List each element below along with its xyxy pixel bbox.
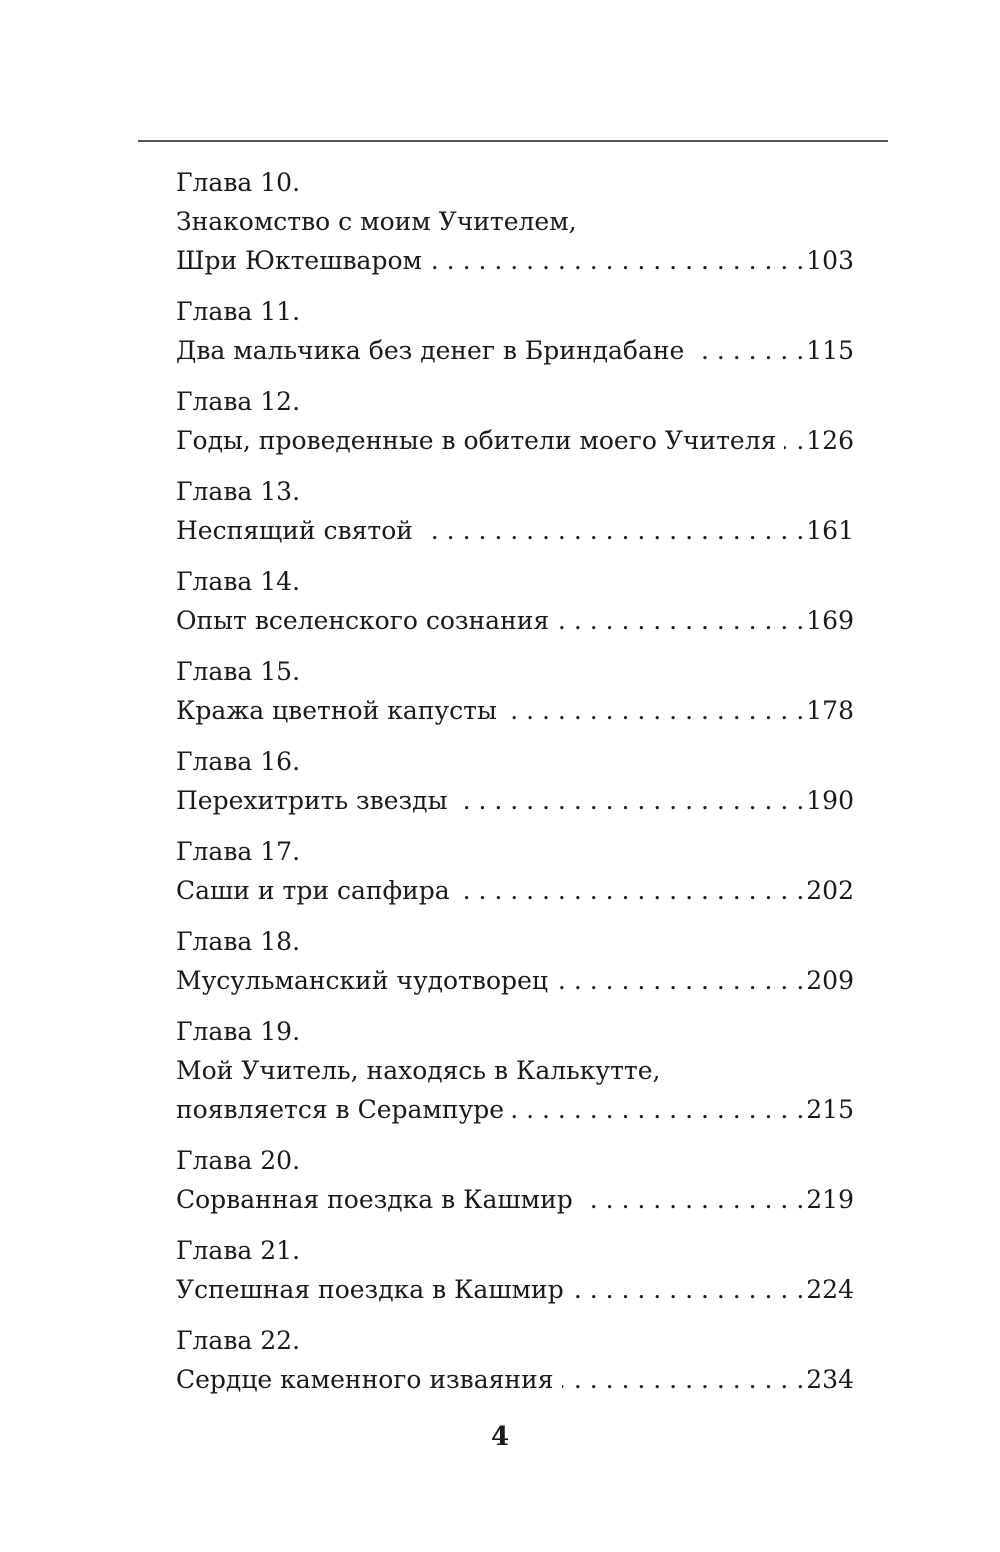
toc-entry: [176, 1012, 854, 1129]
chapter-page-number: 103: [806, 246, 854, 275]
chapter-number: Глава 13.: [176, 477, 301, 506]
chapter-title: Саши и три сапфира: [176, 876, 450, 905]
chapter-page-number: 224: [806, 1275, 854, 1304]
chapter-number: Глава 21.: [176, 1236, 301, 1265]
chapter-number: Глава 18.: [176, 927, 301, 956]
chapter-title-row: [176, 1360, 854, 1399]
dot-leader: [692, 331, 804, 370]
chapter-title: Два мальчика без денег в Бриндабане: [176, 336, 685, 365]
chapter-page-number: 126: [806, 426, 854, 455]
chapter-number: Глава 17.: [176, 837, 301, 866]
chapter-title-line: Мой Учитель, находясь в Калькутте,: [176, 1056, 661, 1085]
dot-leader: [572, 1270, 805, 1309]
chapter-number: Глава 14.: [176, 567, 301, 596]
toc-entry: [176, 742, 854, 820]
chapter-number: Глава 20.: [176, 1146, 301, 1175]
chapter-title-row: [176, 691, 854, 730]
toc-entry: [176, 652, 854, 730]
chapter-title: Мусульманский чудотворец: [176, 966, 548, 995]
chapter-page-number: 215: [806, 1095, 854, 1124]
chapter-title-row: [176, 601, 854, 640]
chapter-page-number: 219: [806, 1185, 854, 1214]
dot-leader: [556, 961, 804, 1000]
chapter-number: Глава 19.: [176, 1017, 301, 1046]
chapter-page-number: 161: [806, 516, 854, 545]
chapter-page-number: 234: [806, 1365, 854, 1394]
chapter-title: Сердце каменного изваяния: [176, 1365, 554, 1394]
toc-entry: [176, 922, 854, 1000]
toc-entry: [176, 382, 854, 460]
table-of-contents: [176, 163, 854, 1411]
toc-entry: [176, 163, 854, 280]
toc-entry: [176, 292, 854, 370]
dot-leader: [557, 601, 804, 640]
dot-leader: [458, 871, 805, 910]
chapter-title-row: [176, 1180, 854, 1219]
toc-entry: [176, 832, 854, 910]
toc-entry: [176, 472, 854, 550]
dot-leader: [455, 781, 804, 820]
chapter-title: Успешная поездка в Кашмир: [176, 1275, 564, 1304]
chapter-title: Перехитрить звезды: [176, 786, 448, 815]
chapter-title-line: Знакомство с моим Учителем,: [176, 207, 577, 236]
dot-leader: [421, 511, 804, 550]
dot-leader: [784, 421, 804, 460]
dot-leader: [505, 691, 804, 730]
chapter-title-row: [176, 871, 854, 910]
chapter-page-number: 178: [806, 696, 854, 725]
chapter-number: Глава 12.: [176, 387, 301, 416]
page-number: 4: [490, 1422, 510, 1452]
toc-entry: [176, 562, 854, 640]
toc-entry: [176, 1231, 854, 1309]
chapter-title: Шри Юктешваром: [176, 246, 422, 275]
chapter-title-row: [176, 241, 854, 280]
dot-leader: [512, 1090, 804, 1129]
chapter-title-row: [176, 1270, 854, 1309]
chapter-number: Глава 22.: [176, 1326, 301, 1355]
chapter-page-number: 202: [806, 876, 854, 905]
chapter-title-row: [176, 511, 854, 550]
top-rule: [138, 140, 888, 142]
dot-leader: [430, 241, 804, 280]
chapter-number: Глава 10.: [176, 168, 301, 197]
chapter-page-number: 169: [806, 606, 854, 635]
chapter-title-row: [176, 961, 854, 1000]
chapter-number: Глава 15.: [176, 657, 301, 686]
toc-entry: [176, 1321, 854, 1399]
chapter-title-row: [176, 421, 854, 460]
chapter-title-row: [176, 781, 854, 820]
chapter-title: появляется в Серампуре: [176, 1095, 505, 1124]
chapter-title: Годы, проведенные в обители моего Учителя: [176, 426, 777, 455]
chapter-page-number: 190: [806, 786, 854, 815]
chapter-title-row: [176, 1090, 854, 1129]
chapter-page-number: 209: [806, 966, 854, 995]
chapter-title: Неспящий святой: [176, 516, 413, 545]
chapter-page-number: 115: [806, 336, 854, 365]
chapter-title: Опыт вселенского сознания: [176, 606, 550, 635]
chapter-title-row: [176, 331, 854, 370]
chapter-number: Глава 16.: [176, 747, 301, 776]
dot-leader: [581, 1180, 805, 1219]
chapter-title: Сорванная поездка в Кашмир: [176, 1185, 573, 1214]
toc-entry: [176, 1141, 854, 1219]
chapter-number: Глава 11.: [176, 297, 301, 326]
dot-leader: [562, 1360, 805, 1399]
chapter-title: Кража цветной капусты: [176, 696, 497, 725]
